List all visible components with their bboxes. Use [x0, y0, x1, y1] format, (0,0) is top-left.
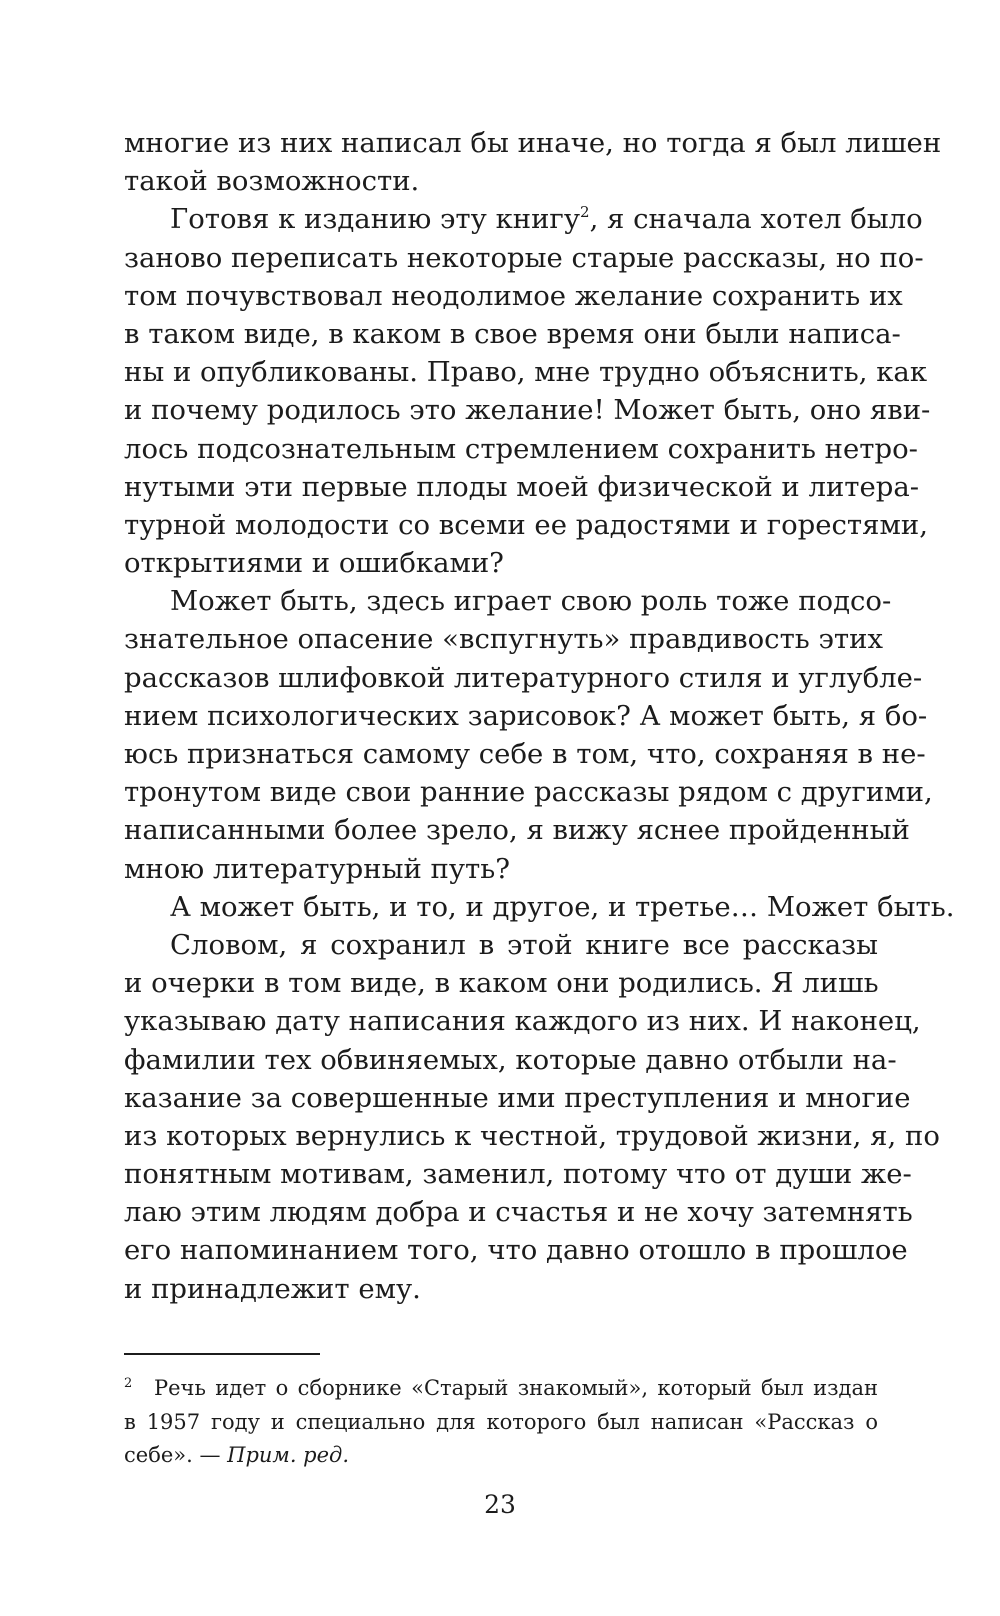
text-line [124, 200, 923, 238]
text-line: фамилии тех обвиняемых, которые давно отбыли на- [124, 1043, 897, 1076]
text-line: казание за совершенные ими преступления и многие [124, 1081, 911, 1114]
text-line: и очерки в том виде, в каком они родились. Я лишь [124, 967, 879, 1000]
footnote-reference: 2 [580, 203, 590, 222]
footnote-line: в 1957 году и специально для которого был написан «Рассказ о [124, 1409, 878, 1434]
text-line: том почувствовал неодолимое желание сохранить их [124, 279, 903, 312]
footnote [124, 1372, 878, 1473]
footnote-line [124, 1439, 878, 1473]
text-fragment: , я сначала хотел было [589, 203, 923, 236]
text-line: лаю этим людям добра и счастья и не хочу затемнять [124, 1196, 913, 1229]
text-line: юсь признаться самому себе в том, что, сохраняя в не- [124, 738, 926, 770]
body-text [124, 124, 955, 1308]
text-line: и почему родилось это желание! Может быть, оно яви- [124, 394, 931, 427]
text-line: ны и опубликованы. Право, мне трудно объяснить, как [124, 356, 928, 389]
text-line: лось подсознательным стремлением сохранить нетро- [124, 432, 918, 465]
text-line: нием психологических зарисовок? А может быть, я бо- [124, 699, 928, 732]
text-line: тронутом виде свои ранние рассказы рядом с другими, [124, 776, 933, 809]
footnote-text: Речь идет о сборнике «Старый знакомый», который был издан [154, 1376, 878, 1400]
page-number: 23 [484, 1490, 516, 1519]
text-line: А может быть, и то, и другое, и третье… Может быть. [170, 890, 955, 923]
text-fragment: Готовя к изданию эту книгу [170, 203, 581, 236]
footnote-text: себе». — [124, 1443, 228, 1467]
text-line: в таком виде, в каком в свое время они были написа- [124, 317, 901, 350]
text-line: написанными более зрело, я вижу яснее пройденный [124, 814, 910, 847]
text-line: его напоминанием того, что давно отошло в прошлое [124, 1234, 908, 1267]
text-line: заново переписать некоторые старые рассказы, но по- [124, 241, 924, 274]
text-line: турной молодости со всеми ее радостями и горестями, [124, 508, 928, 541]
footnote-separator [124, 1353, 320, 1355]
text-line: открытиями и ошибками? [124, 547, 504, 580]
text-line: и принадлежит ему. [124, 1272, 421, 1305]
text-line: Может быть, здесь играет свою роль тоже подсо- [170, 585, 892, 618]
text-line: рассказов шлифовкой литературного стиля и углубле- [124, 661, 923, 694]
text-line: из которых вернулись к честной, трудовой жизни, я, по [124, 1119, 940, 1152]
text-line: указываю дату написания каждого из них. И наконец, [124, 1005, 921, 1038]
text-line: многие из них написал бы иначе, но тогда я был лишен [124, 127, 942, 159]
text-line: понятным мотивам, заменил, потому что от души же- [124, 1158, 912, 1191]
text-line: знательное опасение «вспугнуть» правдивость этих [124, 623, 883, 656]
text-line: мною литературный путь? [124, 852, 510, 885]
text-line: нутыми эти первые плоды моей физической и литера- [124, 470, 920, 503]
text-line: Словом, я сохранил в этой книге все рассказы [170, 928, 878, 961]
editor-note: Прим. ред. [227, 1443, 350, 1467]
footnote-line: 2 Речь идет о сборнике «Старый знакомый», который был издан [124, 1376, 878, 1400]
text-line: такой возможности. [124, 165, 420, 198]
